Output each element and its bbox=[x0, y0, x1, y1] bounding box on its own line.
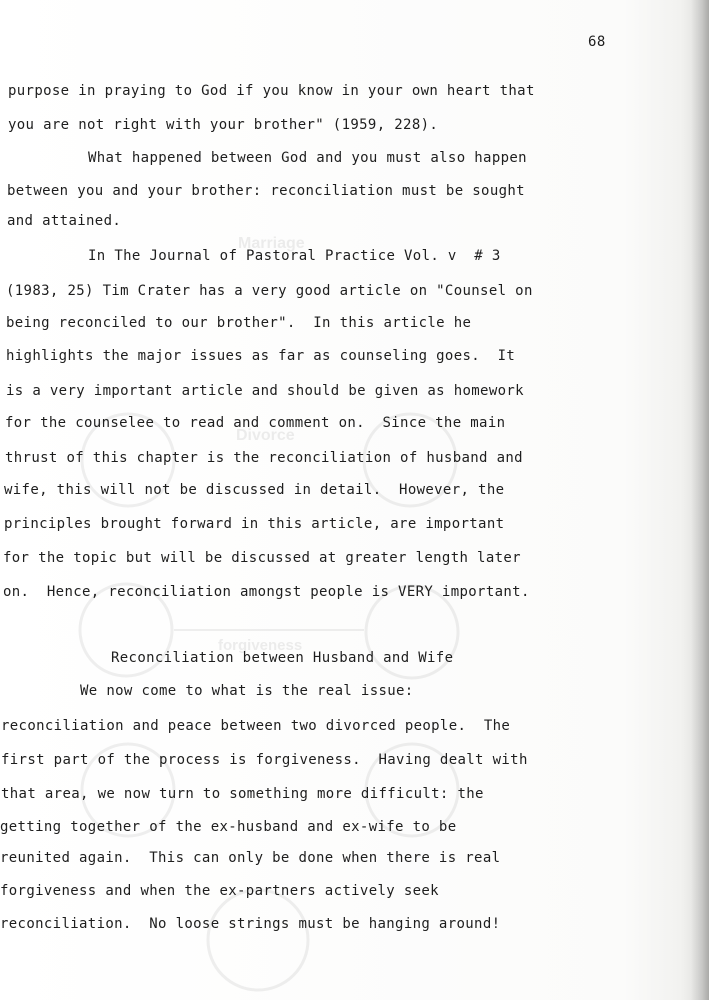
text-line: and attained. bbox=[7, 213, 122, 229]
text-line: wife, this will not be discussed in detail. However, the bbox=[4, 482, 505, 498]
text-line: principles brought forward in this article, are important bbox=[4, 516, 505, 532]
text-line: We now come to what is the real issue: bbox=[80, 683, 414, 699]
svg-text:forgiveness: forgiveness bbox=[218, 637, 303, 654]
text-line: highlights the major issues as far as counseling goes. It bbox=[6, 348, 516, 364]
text-line: you are not right with your brother" (1959, 228). bbox=[8, 117, 439, 133]
page-edge-shadow bbox=[691, 0, 709, 1000]
text-line: In The Journal of Pastoral Practice Vol. v # 3 bbox=[88, 248, 501, 264]
text-line: for the topic but will be discussed at greater length later bbox=[3, 550, 521, 566]
text-line: What happened between God and you must also happen bbox=[88, 150, 527, 166]
text-line: getting together of the ex-husband and ex-wife to be bbox=[0, 819, 457, 835]
text-line: is a very important article and should be given as homework bbox=[6, 383, 524, 399]
text-line: that area, we now turn to something more difficult: the bbox=[1, 786, 484, 802]
text-line: purpose in praying to God if you know in your own heart that bbox=[8, 83, 535, 99]
text-line: on. Hence, reconciliation amongst people is VERY important. bbox=[3, 584, 530, 600]
text-line: first part of the process is forgiveness. Having dealt with bbox=[1, 752, 528, 768]
text-line: forgiveness and when the ex-partners actively seek bbox=[0, 883, 439, 899]
section-heading: Reconciliation between Husband and Wife bbox=[111, 650, 454, 666]
text-line: between you and your brother: reconciliation must be sought bbox=[7, 183, 525, 199]
svg-text:Divorce: Divorce bbox=[236, 427, 295, 444]
text-line: being reconciled to our brother". In this article he bbox=[6, 315, 472, 331]
page-number: 68 bbox=[588, 34, 606, 50]
text-line: (1983, 25) Tim Crater has a very good article on "Counsel on bbox=[6, 283, 533, 299]
svg-text:Marriage: Marriage bbox=[238, 235, 305, 252]
text-line: for the counselee to read and comment on. Since the main bbox=[5, 415, 506, 431]
text-line: reconciliation. No loose strings must be hanging around! bbox=[0, 916, 501, 932]
text-line: reunited again. This can only be done when there is real bbox=[0, 850, 501, 866]
text-line: thrust of this chapter is the reconciliation of husband and bbox=[5, 450, 523, 466]
text-line: reconciliation and peace between two divorced people. The bbox=[1, 718, 511, 734]
